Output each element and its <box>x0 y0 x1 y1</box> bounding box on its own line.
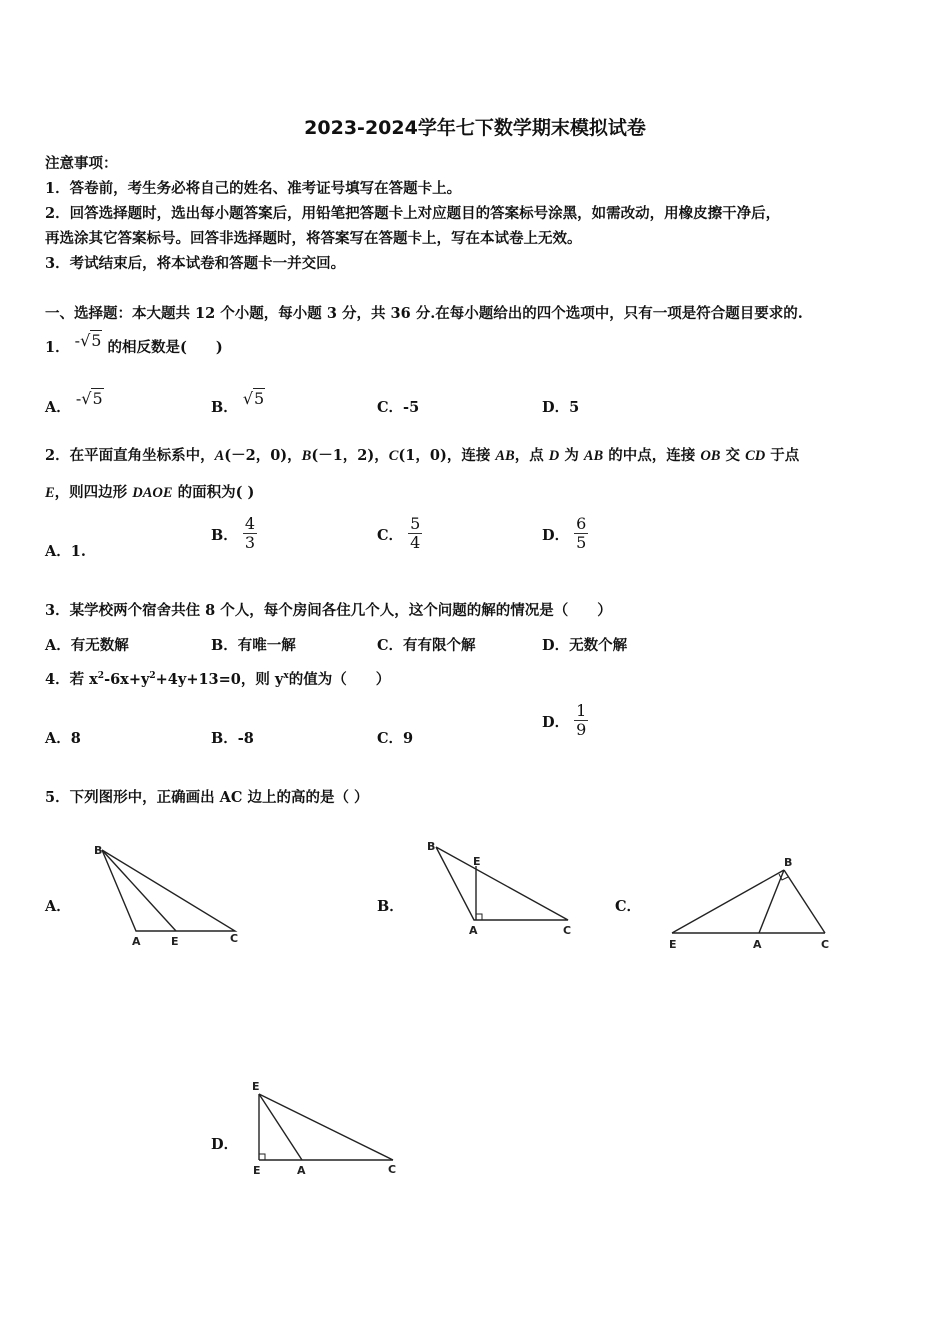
q4-option-c <box>377 727 413 748</box>
q3-option-b: B．有唯一解 <box>211 637 296 654</box>
q1-option-c-value: -5 <box>403 399 420 416</box>
q2-option-c-fraction <box>408 515 422 552</box>
q5a-label-c: C <box>230 932 239 945</box>
q4-text-3: +4y+13=0，则 y <box>155 671 284 688</box>
q5b-label-a: A <box>469 924 478 937</box>
q4-text-1: 4．若 x <box>45 671 98 688</box>
q5c-side-bc <box>784 870 825 933</box>
q5d-label-top: E <box>252 1080 260 1093</box>
q2-option-c-denominator: 4 <box>410 533 421 552</box>
q1-option-a-value: -√5 <box>75 389 103 408</box>
question-2-line-1 <box>45 444 799 465</box>
q2-option-b-fraction <box>243 515 257 552</box>
q5a-label-a: A <box>132 935 141 948</box>
q4-option-a-label: A． <box>45 730 71 747</box>
notice-item-3: 3．考试结束后，将本试卷和答题卡一并交回。 <box>45 255 346 272</box>
q1-option-a-radicand: 5 <box>92 389 103 408</box>
q2-option-b-label: B． <box>211 526 238 544</box>
q5c-side-ba <box>759 870 784 933</box>
q5c-side-eb <box>672 870 784 933</box>
q4-option-c-value: 9 <box>403 730 414 747</box>
q3-option-c: C．有有限个解 <box>377 637 476 654</box>
q4-sup-3: x <box>283 671 289 682</box>
q5d-label-a: A <box>297 1164 306 1177</box>
q1-option-a <box>45 389 104 417</box>
q5a-segment-be <box>102 850 176 931</box>
q2-point-b: B <box>301 448 312 464</box>
q2-number: 2． <box>45 447 70 464</box>
q1-option-b-value: √5 <box>242 389 265 408</box>
q5a-label-e: E <box>171 935 179 948</box>
notice-item-2-cont: 再选涂其它答案标号。回答非选择题时，将答案写在答题卡上，写在本试卷上无效。 <box>45 230 582 247</box>
q5c-label-b: B <box>784 856 793 869</box>
q2-text-8: 的面积为( ) <box>172 484 255 501</box>
q4-sup-2: 2 <box>149 671 156 682</box>
question-4 <box>45 668 390 689</box>
q3-option-d: D．无数个解 <box>542 637 628 654</box>
q4-option-d-numerator: 1 <box>576 701 587 720</box>
q5b-right-angle-mark <box>476 914 482 920</box>
q2-segment-ab-2: AB <box>583 448 604 464</box>
q5-option-b-label: B． <box>377 898 404 915</box>
q1-expression: -√5 <box>74 331 102 350</box>
q1-expr-sign: - <box>74 331 81 350</box>
q4-text-4: 的值为（ ） <box>288 671 391 688</box>
q2-coord-a: (－2，0)， <box>224 447 302 464</box>
q5b-triangle <box>436 847 568 920</box>
q2-text-2: ，点 <box>514 447 549 464</box>
q1-option-a-label: A． <box>45 399 71 416</box>
q2-coord-c: (1，0)，连接 <box>398 447 496 464</box>
q2-option-a-value: 1. <box>70 543 86 560</box>
question-1 <box>45 331 223 357</box>
q2-text-3: 为 <box>559 447 584 464</box>
q2-option-c <box>377 515 422 552</box>
q2-option-b-denominator: 3 <box>244 533 256 552</box>
q4-option-d-fraction <box>574 702 588 739</box>
q1-option-b <box>211 389 265 417</box>
q5-figure-d <box>245 1075 405 1180</box>
q4-option-d <box>542 702 588 739</box>
q2-option-a-label: A． <box>45 543 71 560</box>
q4-option-b-label: B． <box>211 730 238 747</box>
q5-option-c-label: C． <box>615 898 642 915</box>
q4-option-d-label: D． <box>542 713 570 731</box>
question-5: 5．下列图形中，正确画出 AC 边上的高的是（ ） <box>45 789 369 806</box>
q5c-label-c: C <box>821 938 830 951</box>
q1-text: 的相反数是( ) <box>107 339 223 356</box>
q5a-label-b: B <box>94 844 103 857</box>
q5b-label-e: E <box>473 855 481 868</box>
q1-option-b-radicand: 5 <box>254 389 265 408</box>
q4-option-c-label: C． <box>377 730 404 747</box>
q2-option-b-numerator: 4 <box>244 514 256 533</box>
q2-point-d: D <box>548 448 560 464</box>
q2-option-d-label: D． <box>542 526 570 544</box>
q4-sup-1: 2 <box>97 671 105 682</box>
q1-option-a-sign: - <box>75 389 82 408</box>
q2-segment-cd: CD <box>745 448 766 464</box>
q5c-label-e: E <box>669 938 677 951</box>
q4-option-d-denominator: 9 <box>576 720 587 739</box>
q5-figure-c <box>660 850 840 955</box>
q2-quadrilateral: DAOE <box>132 485 173 501</box>
question-2-line-2 <box>45 481 254 502</box>
q5b-label-b: B <box>427 840 436 853</box>
q5b-label-c: C <box>563 924 572 937</box>
q5d-label-c: C <box>388 1163 397 1176</box>
q1-option-d-value: 5 <box>569 399 580 416</box>
q2-option-d-numerator: 6 <box>576 514 587 533</box>
q5-figure-a <box>90 838 250 953</box>
q2-segment-ob: OB <box>700 448 721 464</box>
q4-option-b-value: -8 <box>237 730 254 747</box>
q1-option-c <box>377 396 419 417</box>
q1-option-d <box>542 396 579 417</box>
notice-heading: 注意事项： <box>45 155 118 172</box>
q5a-triangle <box>102 850 235 931</box>
q2-text-4: 的中点，连接 <box>603 447 701 464</box>
q2-option-c-numerator: 5 <box>410 514 421 533</box>
q1-expr-radicand: 5 <box>91 331 102 350</box>
question-3: 3．某学校两个宿舍共住 8 个人，每个房间各住几个人，这个问题的解的情况是（ ） <box>45 602 612 619</box>
q2-option-d-fraction <box>574 515 588 552</box>
section-heading: 一、选择题：本大题共 12 个小题，每小题 3 分，共 36 分.在每小题给出的四个选项中，只有一项是符合题目要求的. <box>45 305 803 322</box>
q2-option-d <box>542 515 588 552</box>
q2-text-1: 在平面直角坐标系中， <box>69 447 215 464</box>
q1-option-b-label: B． <box>211 399 238 416</box>
q3-option-a: A．有无数解 <box>45 637 129 654</box>
q2-segment-ab: AB <box>495 448 515 464</box>
q2-point-e: E <box>45 485 55 501</box>
q5d-right-angle-mark <box>259 1154 265 1160</box>
q4-text-2: -6x+y <box>104 671 150 688</box>
page-title: 2023-2024学年七下数学期末模拟试卷 <box>304 117 646 139</box>
notice-item-2: 2．回答选择题时，选出每小题答案后，用铅笔把答题卡上对应题目的答案标号涂黑，如需改动，用橡皮擦干净后， <box>45 205 781 222</box>
q2-option-c-label: C． <box>377 526 404 544</box>
q5d-label-e: E <box>253 1164 261 1177</box>
q5-option-a-label: A． <box>45 898 71 915</box>
q2-point-c: C <box>388 448 399 464</box>
q2-text-7: ，则四边形 <box>54 484 133 501</box>
q5d-side-bc <box>259 1094 393 1160</box>
q2-option-d-denominator: 5 <box>576 533 587 552</box>
q2-point-a: A <box>214 448 225 464</box>
q5-option-d-label: D． <box>211 1136 239 1153</box>
q5-figure-b <box>420 833 585 943</box>
q2-coord-b: (－1，2)， <box>311 447 389 464</box>
q1-number: 1． <box>45 339 70 356</box>
q2-text-5: 交 <box>720 447 746 464</box>
q2-text-6: 于点 <box>765 447 800 464</box>
q4-option-a-value: 8 <box>70 730 81 747</box>
q5c-label-a: A <box>753 938 762 951</box>
q4-option-a <box>45 727 81 748</box>
q2-option-b <box>211 515 257 552</box>
q1-option-d-label: D． <box>542 399 570 416</box>
q2-option-a <box>45 540 86 561</box>
q4-option-b <box>211 727 254 748</box>
notice-item-1: 1．答卷前，考生务必将自己的姓名、准考证号填写在答题卡上。 <box>45 180 462 197</box>
q1-option-c-label: C． <box>377 399 404 416</box>
